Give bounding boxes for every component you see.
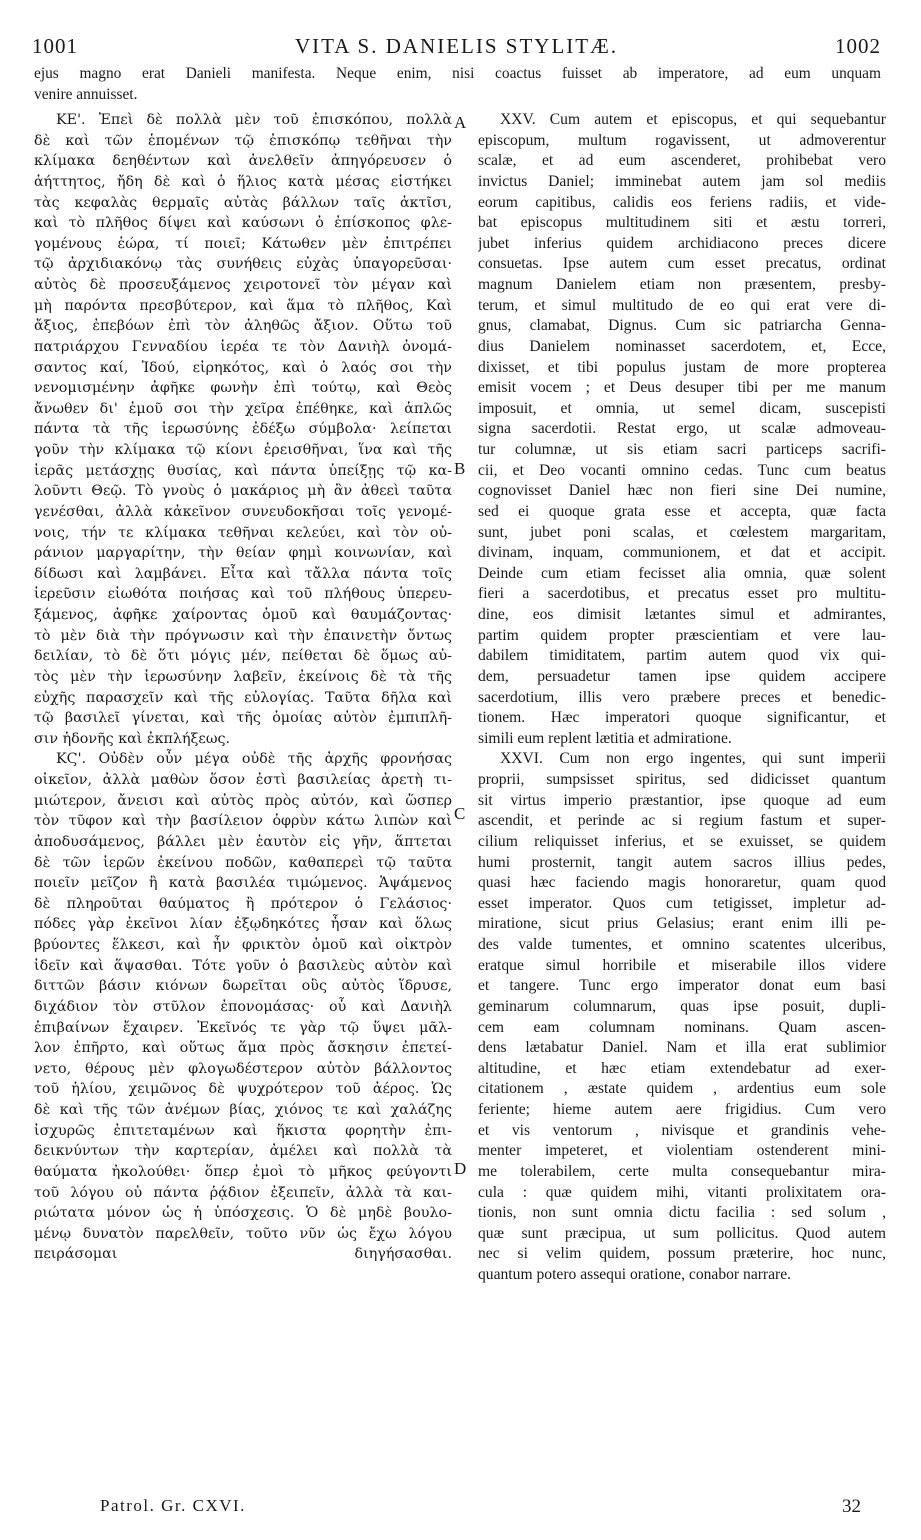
text-line: XXV. Cum autem et episcopus, et qui sequebantur	[500, 111, 886, 128]
text-line: eratque simul horribile et miserabile illos videre	[478, 956, 886, 974]
text-line: terum, et simul multitudo de eo qui erat vere di-	[478, 296, 886, 314]
page-footer	[34, 1496, 881, 1526]
text-line: δὲ καὶ τῆς τῶν ἀνέμων βίας, χιόνος τε καὶ χαλάζης	[34, 1102, 452, 1118]
text-line: ἰδεῖν καὶ ἅψασθαι. Τότε γοῦν ὁ βασιλεὺς αὐτὸν καὶ	[34, 957, 452, 974]
text-line: τῷ ἀρχιδιακόνῳ τὰς συνήθεις εὐχὰς ὑπαγορεῦσαι·	[34, 256, 452, 273]
text-line: sunt, jubet poni scalas, et cœlestem margaritam,	[478, 523, 886, 541]
text-line: ράνιον μαργαρίτην, τὴν θείαν φημὶ κοινωνίαν, καὶ	[34, 545, 452, 562]
text-line: eorum capitibus, calidis eos feriens radiis, et vide-	[478, 193, 886, 211]
text-line: γοῦν τὴν κλίμακα τῷ κίονι ἐρεισθῆναι, ἵνα καὶ τῆς	[34, 442, 452, 458]
text-line: geminarum columnarum, quas ipse posuit, dupli-	[478, 997, 886, 1015]
text-line: εὐχῆς παρασχεῖν καὶ τῆς εὐλογίας. Ταῦτα δῆλα καὶ	[34, 689, 452, 706]
page-header	[32, 34, 881, 64]
text-line: emisit vocem ; et Deus desuper tibi per me manum	[478, 379, 886, 397]
text-line: gnus, clamabat, Dignus. Cum sic patriarcha Genna-	[478, 317, 886, 335]
text-line: bat episcopus multitudinem siti et æstu torreri,	[478, 214, 886, 232]
greek-column	[34, 110, 452, 1265]
text-line: esset imperator. Quos cum tetigisset, impletur ad-	[478, 894, 886, 912]
text-line: proprii, sumpsisset spiritus, sed didicisset quantum	[478, 771, 886, 788]
text-line: αὐτὸς δὲ προσευξάμενος χειροτονεῖ τὸν μέγαν καὶ	[34, 277, 452, 293]
text-line: jubet inferius quidem archidiacono preces dicere	[478, 234, 886, 252]
text-line: μὴ παρόντα πρεσβύτερον, καὶ ἅμα τὸ πλῆθος, Καὶ	[34, 297, 452, 314]
text-line: νετο, θέρους μὲν φλογωδέστερον αὐτὸν βάλλοντος	[34, 1060, 452, 1077]
text-line: ἀήττητος, ἤδη δὲ καὶ ὁ ἥλιος κατὰ μέσας εἱστήκει	[34, 173, 452, 190]
text-line: νοις, τήν τε κλίμακα τεθῆναι κελεύει, καὶ τὸν οὐ-	[34, 524, 452, 541]
text-line: τῷ βασιλεῖ γίνεται, καὶ τῆς ὁμοίας αὐτὸν ἐμπιπλῆ-	[34, 710, 452, 727]
text-line: ποιεῖν μεῖζον ἢ κατὰ βασιλέα τιμώμενος. Ἁψάμενος	[34, 875, 452, 892]
text-line: ἀποδυσάμενος, βάλλει μὲν ἑαυτὸν εἰς γῆν, ἅπτεται	[34, 833, 452, 850]
text-line: citationem , æstate quidem , ardentius eum sole	[478, 1080, 886, 1098]
page-number-left: 1001	[32, 34, 78, 58]
text-line: invictus Daniel; imminebat autem jam sol mediis	[478, 172, 886, 190]
text-line: δὲ καὶ τῶν ἑπομένων τῷ ἐπισκόπῳ τεθῆναι τὴν	[34, 132, 452, 149]
text-line: πόδες γὰρ ἐκεῖνοι λίαν ἐξῳδηκότες ἦσαν καὶ ὅλως	[34, 916, 452, 933]
text-line: sacerdotium, illis vero præbere preces et benedic-	[478, 688, 886, 706]
text-line: νενομισμένην ἀφῆκε φωνὴν ἐπὶ τούτῳ, καὶ Θεὸς	[34, 380, 452, 397]
text-line: sed ei quoque grata esse et accepta, quæ facta	[478, 502, 886, 520]
text-line: tur columnæ, ut sis etiam sacri particeps sacrifi-	[478, 441, 886, 458]
text-line: πατριάρχου Γενναδίου ἱερέα τε τὸν Δανιὴλ ὀνομά-	[34, 338, 452, 355]
text-line: des valde tumentes, et omnino scatentes ulceribus,	[478, 936, 886, 953]
text-line: μένῳ δυνατὸν παρελθεῖν, τοῦτο νῦν ὡς ἔχω λόγου	[34, 1225, 452, 1242]
intro-line: ejus magno erat Danieli manifesta. Neque enim, nisi coactus fuisset ab imperatore, ad eum unquam	[34, 65, 881, 82]
text-line: μιώτερον, ἄνεισι καὶ αὐτὸς πρὸς αὐτόν, καὶ ὥσπερ	[34, 792, 452, 809]
text-line: τὸ μὲν διὰ τὴν πρόγνωσιν καὶ τὴν ἐπαινετὴν ὄντως	[34, 627, 452, 644]
text-line: ἱερεῦσιν εἰωθότα ποιήσας καὶ τοῦ πλήθους ὑπερευ-	[34, 586, 452, 603]
text-line: γομένους ἑώρα, τί ποιεῖ; Κάτωθεν μὲν ἐπιτρέπει	[34, 235, 452, 252]
latin-column	[478, 110, 886, 1286]
running-title: VITA S. DANIELIS STYLITÆ.	[294, 34, 619, 58]
text-line: τοῦ λόγου οὐ πάντα ῥᾴδιον ἐξειπεῖν, ἀλλὰ τὰ και-	[34, 1184, 452, 1201]
text-line: quantum potero assequi oratione, conabor narrare.	[478, 1266, 792, 1283]
text-line: me tolerabilem, certe multa consequebantur mira-	[478, 1162, 886, 1180]
margin-letter-b: B	[454, 459, 466, 478]
text-line: humi prosternit, tangit autem sacros illius pedes,	[478, 853, 886, 871]
text-line: dem, persuadetur tamen ipse quidem accipere	[478, 667, 886, 685]
text-line: δεικνύντων τὴν καρτερίαν, ἀμέλει καὶ πολλὰ τὰ	[34, 1143, 452, 1160]
text-line: ἰσχυρῶς ἐπιτεταμένων καὶ ἥκιστα φορητὴν ἐπι-	[34, 1122, 452, 1139]
text-line: partim quidem propter præscientiam et vere lau-	[478, 626, 886, 644]
margin-letter-c: C	[454, 804, 466, 823]
intro-text	[34, 64, 881, 105]
text-line: ἱερᾶς μετάσχῃς θυσίας, καὶ πάντα ὑπείξῃς τῷ κα-	[34, 462, 452, 479]
text-line: cii, et Deo vocanti omnino cedas. Tunc cum beatus	[478, 461, 886, 479]
text-line: XXVI. Cum non ergo ingentes, qui sunt imperii	[500, 750, 886, 768]
text-line: scalæ, et ad eum ascenderet, prohibebat vero	[478, 152, 886, 170]
margin-letter-d: D	[454, 1159, 467, 1178]
text-line: διττῶν βάσιν κιόνων δωρεῖται οὓς αὐτὸς ἵδρυσε,	[34, 978, 452, 995]
text-line: πειράσομαι διηγήσασθαι.	[34, 1246, 452, 1263]
text-line: ξάμενος, ἀφῆκε χαίροντας ὁμοῦ καὶ θαυμάζοντας·	[34, 607, 452, 623]
margin-letter-a: A	[454, 113, 467, 132]
text-line: miratione, sicut prius Gelasius; erant enim illi pe-	[478, 915, 886, 933]
text-line: σαντος καί, Ἰδού, εἰρηκότος, καὶ ὁ λαός σοι τὴν	[34, 359, 452, 376]
text-line: οἰκεῖον, ἀλλὰ μαθὼν ὅσον ἐστὶ βασιλείας ἀρετὴ τι-	[34, 772, 452, 788]
page-number-right: 1002	[835, 34, 881, 58]
text-line: cilium reliquisset inferius, et se exuisset, se quidem	[478, 832, 886, 850]
text-line: dens lætabatur Daniel. Nam et illa erat sublimior	[478, 1039, 886, 1057]
text-line: Deinde cum etiam fecisset alia omnia, quæ solent	[478, 564, 886, 582]
text-line: ἄξιος, ἐπεβόων ἐπὶ τὸν ἀληθῶς ἄξιον. Οὕτω τοῦ	[34, 318, 452, 335]
footer-signature: 32	[842, 1496, 861, 1517]
text-line: dabilem timiditatem, partim autem quod vix qui-	[478, 647, 886, 665]
text-line: cula : quæ quidem mihi, vitanti prolixitatem ora-	[478, 1183, 886, 1201]
text-line: τοῦ ἡλίου, χειμῶνος δὲ ψυχρότερον τοῦ ἀέρος. Ὡς	[34, 1081, 452, 1098]
text-line: dine, eos dimisit lætantes simul et admirantes,	[478, 606, 886, 623]
text-line: cem eam columnam nominans. Quam ascen-	[478, 1018, 886, 1036]
text-line: dixisset, et tibi populus justam de more propterea	[478, 358, 886, 376]
text-line: altitudine, et hæc etiam extendebatur ad exer-	[478, 1059, 886, 1077]
text-line: δὲ τῶν ἱερῶν ἐκείνου ποδῶν, καθαπερεὶ τῷ ταῦτα	[34, 854, 452, 871]
text-line: episcopum, multum rogavissent, ut admoverentur	[478, 131, 886, 149]
intro-line: venire annuisset.	[34, 85, 138, 103]
text-line: et vis ventorum , nivisque et grandinis vehe-	[478, 1121, 886, 1139]
text-line: feriente; hieme autem aere frigidius. Cum vero	[478, 1101, 886, 1118]
text-line: signa sacerdotii. Restat ergo, ut scalæ admoveau-	[478, 420, 886, 438]
text-line: fieri a sacerdotibus, et precatus esset pro multitu-	[478, 585, 886, 603]
text-line: tionem. Hæc imperatori quoque significantur, et	[478, 709, 886, 727]
text-line: quasi hæc faciendo magis honoraretur, quam quod	[478, 874, 886, 892]
text-line: σιν ἡδονῆς καὶ ἐκπλήξεως.	[34, 730, 231, 747]
text-line: imposuit, et omnia, ut semel dicam, suscepisti	[478, 399, 886, 417]
text-line: ascendit, et perinde ac si regium fastum et super-	[478, 812, 886, 830]
text-line: menter impeteret, et violentiam ostenderent mini-	[478, 1142, 886, 1160]
text-line: simili eum replent lætitia et admiratione.	[478, 729, 732, 747]
text-line: consuetas. Ipse autem cum esset precatus, ordinat	[478, 255, 886, 273]
text-line: tionis, non sunt omnia dictu facilia : sed solum ,	[478, 1204, 886, 1222]
text-line: cognovisset Daniel hæc non fieri sine Dei numine,	[478, 482, 886, 500]
text-line: πάντα τὰ τῆς ἱερωσύνης ἐδέξω σύμβολα· λείπεται	[34, 421, 452, 438]
text-line: καὶ τὸ πλῆθος δίψει καὶ καύσωνι ὁ ἐπίσκοπος φλε-	[34, 215, 452, 232]
text-line: quæ sunt præcipua, ut sum pollicitus. Quod autem	[478, 1224, 886, 1242]
text-line: sit virtus imperio præstantior, ipse quoque ad eum	[478, 791, 886, 809]
footer-series: Patrol. Gr. CXVI.	[100, 1496, 246, 1515]
text-line: τὸς μὲν τὴν ἱερωσύνην λαβεῖν, ἐκείνοις δὲ τὰ τῆς	[34, 668, 452, 685]
text-line: γενέσθαι, ἀλλὰ κἀκεῖνον συνευδοκῆσαι τοῖς γενομέ-	[34, 503, 452, 520]
text-line: ριώτατα μόνον ὡς ἡ ὑπόσχεσις. Ὁ δὲ μηδὲ βουλο-	[34, 1205, 452, 1222]
text-line: nec si velim quidem, possum præterire, hoc nunc,	[478, 1245, 886, 1263]
text-line: τὰς κεφαλὰς θερμαῖς αὐτὰς βάλλων ταῖς ἀκτῖσι,	[34, 194, 452, 211]
text-line: διχάδιον τὸν στῦλον ἐπονομάσας· οὗ καὶ Δανιὴλ	[34, 998, 452, 1015]
text-line: θαύματα ἠκολούθει· ὅπερ ἐμοὶ τὸ μῆκος φεύγοντι	[34, 1163, 452, 1180]
text-line: δίδωσι καὶ λαμβάνει. Εἶτα καὶ τἄλλα πάντα τοῖς	[34, 565, 452, 582]
text-line: δὲ πληροῦται θαύματος ἢ πρότερον ὁ Γελάσιος·	[34, 895, 452, 912]
text-line: δειλίαν, τὸ δὲ ὅτι μόγις μέν, πείθεται δὲ ὅμως αὐ-	[34, 648, 452, 665]
text-line: κλίμακα δεηθέντων καὶ ἀνελθεῖν ἀπηγόρευσεν ὁ	[34, 153, 452, 170]
text-line: βρύοντες ἕλκεσι, καὶ ἦν φρικτὸν ὁμοῦ καὶ οἰκτρὸν	[34, 937, 452, 953]
text-line: magnum Danielem etiam non præsentem, presby-	[478, 276, 886, 293]
text-line: τὸν τῦφον καὶ τὴν βασίλειον ὀφρὺν κάτω λιπὼν καὶ	[34, 813, 452, 830]
text-line: et tangere. Tunc ergo imperator donat eum basi	[478, 977, 886, 995]
text-line: ΚΕ'. Ἐπεὶ δὲ πολλὰ μὲν τοῦ ἐπισκόπου, πολλὰ	[56, 112, 452, 128]
text-line: dius Danielem nominasset sacerdotem, et, Ecce,	[478, 337, 886, 355]
text-line: ΚϚ'. Οὐδὲν οὖν μέγα οὐδὲ τῆς ἀρχῆς φρονήσας	[56, 751, 452, 768]
text-line: ἐπιβαίνων ἔχαιρεν. Ἐκεῖνός τε γὰρ τῷ ὕψει μᾶλ-	[34, 1019, 452, 1036]
text-line: λον ἐπῆρτο, καὶ οὕτως ἅμα πρὸς ἄσκησιν ἐπετεί-	[34, 1040, 452, 1057]
text-line: ἄνωθεν δι' ἐμοῦ σοι τὴν χεῖρα ἐπέθηκε, καὶ ἁπλῶς	[34, 400, 452, 417]
text-line: divinam, inquam, communionem, et dat et accipit.	[478, 544, 886, 562]
text-line: λοῦντι Θεῷ. Τὸ γνοὺς ὁ μακάριος μὴ ἂν ἀθεεὶ ταῦτα	[34, 483, 452, 500]
